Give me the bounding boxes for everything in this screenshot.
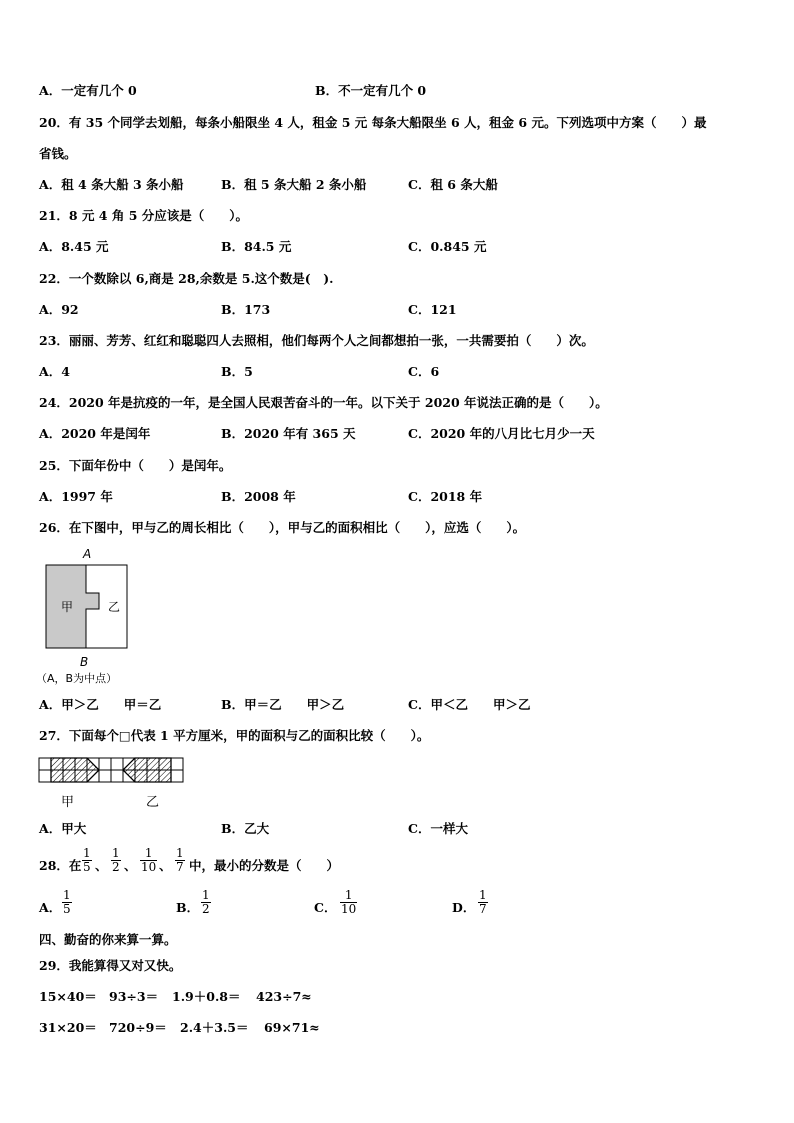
- q29-calc-item: 423÷7≈: [256, 989, 312, 1004]
- q23-option-c: C．6: [408, 364, 440, 379]
- q26-figure: [36, 544, 156, 689]
- q28-stem-fraction-1: 1 5: [83, 846, 91, 874]
- q28-separator: 、: [124, 858, 137, 873]
- q26-label-a: A: [83, 547, 92, 561]
- q28-option-b-fraction: 1 2: [202, 888, 210, 916]
- q23-option-b: B．5: [221, 364, 253, 379]
- q28-stem-prefix: 28．在: [39, 858, 82, 873]
- q23-option-a: A．4: [39, 364, 70, 379]
- q27-label-jia: 甲: [61, 795, 75, 810]
- q28-option-c-label: C．: [314, 900, 337, 915]
- q29-stem: 29．我能算得又对又快。: [39, 958, 182, 973]
- q29-calc-item: 1.9＋0.8＝: [172, 989, 241, 1004]
- q27-option-b: B．乙大: [221, 821, 270, 836]
- q28-separator: 、: [159, 858, 172, 873]
- q28-stem-fraction-3: 1 10: [141, 846, 157, 874]
- q27-grid-figure: [38, 757, 188, 813]
- q28-stem-suffix: 中，最小的分数是（ ）: [189, 858, 340, 873]
- q22-option-c: C．121: [408, 302, 457, 317]
- q27-stem: 27．下面每个□代表 1 平方厘米，甲的面积与乙的面积比较（ ）。: [39, 728, 430, 743]
- q22-option-a: A．92: [39, 302, 79, 317]
- q28-option-a-label: A．: [39, 900, 62, 915]
- q26-stem: 26．在下图中，甲与乙的周长相比（ ），甲与乙的面积相比（ ），应选（ ）。: [39, 520, 526, 535]
- q26-label-jia: 甲: [61, 600, 74, 614]
- q27-option-c: C．一样大: [408, 821, 468, 836]
- q28-option-c-fraction: 1 10: [341, 888, 357, 916]
- q24-stem: 24．2020 年是抗疫的一年，是全国人民艰苦奋斗的一年。以下关于 2020 年说法正确的是（ ）。: [39, 395, 608, 410]
- q19-option-b: B．不一定有几个 0: [315, 83, 427, 98]
- q20-stem-line2: 省钱。: [39, 146, 77, 161]
- q26-option-c: C．甲＜乙 甲＞乙: [408, 697, 531, 712]
- q28-stem-fraction-2: 1 2: [112, 846, 120, 874]
- q20-stem-line1: 20．有 35 个同学去划船，每条小船限坐 4 人，租金 5 元 每条大船限坐 6 人，租金 6 元。下列选项中方案（ ）最: [39, 115, 707, 130]
- q29-calc-item: 69×71≈: [264, 1020, 320, 1035]
- q20-option-b: B．租 5 条大船 2 条小船: [221, 177, 367, 192]
- q29-calc-item: 15×40＝: [39, 989, 97, 1004]
- q26-label-b: B: [80, 655, 89, 669]
- q28-option-a-fraction: 1 5: [63, 888, 71, 916]
- q25-option-b: B．2008 年: [221, 489, 296, 504]
- q19-option-a: A．一定有几个 0: [39, 83, 137, 98]
- q26-option-a: A．甲＞乙 甲＝乙: [39, 697, 162, 712]
- q22-option-b: B．173: [221, 302, 271, 317]
- section-4-heading: 四、勤奋的你来算一算。: [39, 932, 177, 947]
- q28-option-b-label: B．: [176, 900, 200, 915]
- q26-midpoint-note: （A，B为中点）: [36, 672, 118, 685]
- q21-option-a: A．8.45 元: [39, 239, 109, 254]
- q21-option-c: C．0.845 元: [408, 239, 487, 254]
- q27-shape-jia: [51, 758, 99, 782]
- q20-option-c: C．租 6 条大船: [408, 177, 498, 192]
- q27-label-yi: 乙: [146, 795, 160, 810]
- q28-separator: 、: [95, 858, 108, 873]
- q29-calc-item: 2.4＋3.5＝: [180, 1020, 249, 1035]
- q29-calc-item: 31×20＝: [39, 1020, 97, 1035]
- q25-stem: 25．下面年份中（ ）是闰年。: [39, 458, 232, 473]
- q25-option-a: A．1997 年: [39, 489, 113, 504]
- q28-stem-fraction-4: 1 7: [176, 846, 184, 874]
- q29-calc-item: 720÷9＝: [109, 1020, 167, 1035]
- q26-label-yi: 乙: [108, 600, 121, 614]
- q29-calc-item: 93÷3＝: [109, 989, 159, 1004]
- q24-option-c: C．2020 年的八月比七月少一天: [408, 426, 595, 441]
- q28-option-d-label: D．: [452, 900, 476, 915]
- q25-option-c: C．2018 年: [408, 489, 483, 504]
- q20-option-a: A．租 4 条大船 3 条小船: [39, 177, 184, 192]
- q23-stem: 23．丽丽、芳芳、红红和聪聪四人去照相，他们每两个人之间都想拍一张，一共需要拍（ ）次。: [39, 333, 594, 348]
- q24-option-a: A．2020 年是闰年: [39, 426, 151, 441]
- q26-option-b: B．甲＝乙 甲＞乙: [221, 697, 345, 712]
- q21-stem: 21．8 元 4 角 5 分应该是（ ）。: [39, 208, 248, 223]
- q22-stem: 22．一个数除以 6,商是 28,余数是 5.这个数是( ).: [39, 271, 334, 286]
- q28-option-d-fraction: 1 7: [479, 888, 487, 916]
- q27-shape-yi: [123, 758, 171, 782]
- q21-option-b: B．84.5 元: [221, 239, 292, 254]
- q27-option-a: A．甲大: [39, 821, 87, 836]
- q24-option-b: B．2020 年有 365 天: [221, 426, 356, 441]
